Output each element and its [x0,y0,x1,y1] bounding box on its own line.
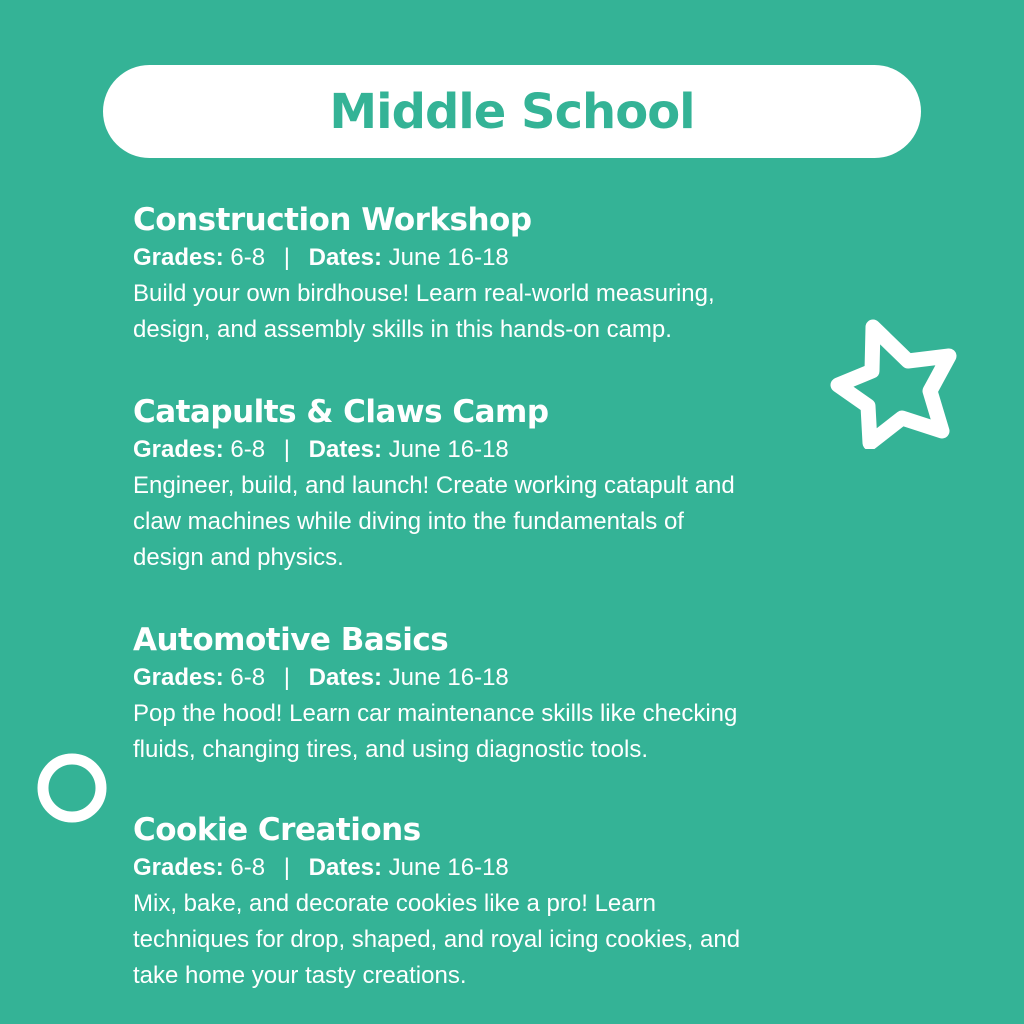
grades-value: 6-8 [230,854,266,881]
dates-label: Dates: [308,436,382,463]
dates-value: June 16-18 [388,436,509,463]
camp-description: Engineer, build, and launch! Create working catapult and claw machines while diving into the fundamentals of design and physics. [133,472,735,571]
meta-separator: | [283,244,290,271]
camp-construction-workshop [133,200,913,348]
grades-value: 6-8 [230,244,266,271]
header-banner [103,65,921,158]
camp-automotive-basics [133,620,913,768]
dates-label: Dates: [308,854,382,881]
camp-meta [133,240,913,276]
camp-description: Pop the hood! Learn car maintenance skills like checking fluids, changing tires, and using diagnostic tools. [133,700,738,763]
camp-title: Automotive Basics [133,622,449,658]
grades-value: 6-8 [230,436,266,463]
grades-label: Grades: [133,664,224,691]
camp-title: Construction Workshop [133,202,532,238]
grades-value: 6-8 [230,664,266,691]
dates-label: Dates: [308,664,382,691]
camp-meta [133,850,913,886]
meta-separator: | [283,436,290,463]
meta-separator: | [283,854,290,881]
ring-icon [34,750,110,826]
star-outline-icon [828,315,962,449]
camp-catapults-claws [133,392,913,576]
grades-label: Grades: [133,436,224,463]
camp-title: Cookie Creations [133,812,421,848]
camp-description: Build your own birdhouse! Learn real-world measuring, design, and assembly skills in this hands-on camp. [133,280,715,343]
page-title: Middle School [329,83,695,140]
camp-cookie-creations [133,810,913,994]
dates-value: June 16-18 [388,244,509,271]
camp-meta [133,660,913,696]
meta-separator: | [283,664,290,691]
camp-meta [133,432,913,468]
camp-title: Catapults & Claws Camp [133,394,549,430]
dates-label: Dates: [308,244,382,271]
grades-label: Grades: [133,854,224,881]
grades-label: Grades: [133,244,224,271]
camp-description: Mix, bake, and decorate cookies like a pro! Learn techniques for drop, shaped, and royal icing cookies, and take home your tasty creations. [133,890,741,989]
dates-value: June 16-18 [388,664,509,691]
dates-value: June 16-18 [388,854,509,881]
